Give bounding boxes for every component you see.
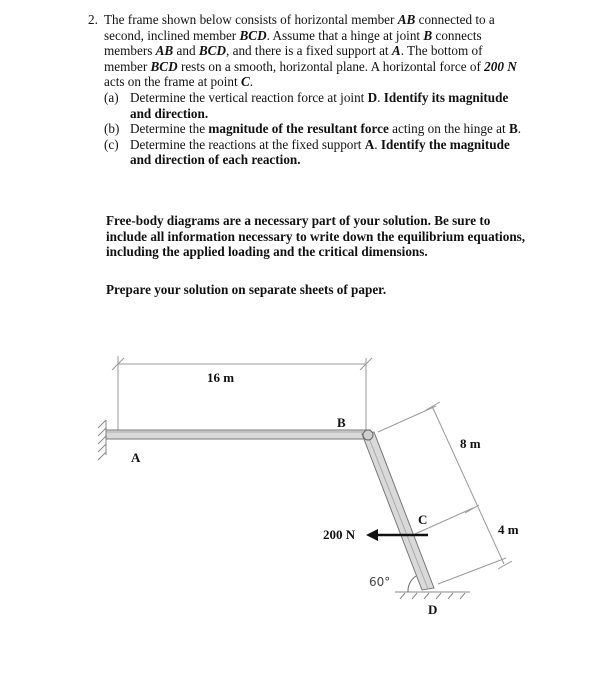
part-b-text: Determine the magnitude of the resultant force acting on the hinge at B. xyxy=(130,121,522,137)
hinge-b xyxy=(363,430,373,440)
dim-16m-label: 16 m xyxy=(207,370,235,385)
dim-4m-label: 4 m xyxy=(498,522,519,537)
dim-8m-label: 8 m xyxy=(460,436,481,451)
problem-statement: The frame shown below consists of horizontal member AB connected to a second, inclined member BCD. Assume that a hinge at joint B connects members AB and BCD, and there is a fixed support at A. The bottom of member BCD rests on a smooth, horizontal plane. A horizontal force of 200 N acts on the frame at point C. xyxy=(104,12,517,90)
dimension-16m xyxy=(112,356,372,432)
fixed-support-a xyxy=(98,420,106,460)
point-d-label: D xyxy=(428,602,438,617)
part-b-label: (b) xyxy=(104,121,120,137)
member-ab xyxy=(106,430,370,439)
point-c-label: C xyxy=(418,512,428,527)
problem-number: 2. xyxy=(88,12,98,27)
part-c-label: (c) xyxy=(104,136,119,152)
angle-arc xyxy=(408,576,416,592)
member-bcd xyxy=(362,432,434,590)
force-label: 200 N xyxy=(323,527,356,542)
part-a-label: (a) xyxy=(104,89,119,105)
part-a-text: Determine the vertical reaction force at joint D. Identify its magnitude and direction. xyxy=(130,89,509,121)
paper-note: Prepare your solution on separate sheets of paper. xyxy=(106,282,387,297)
ground-d xyxy=(395,592,470,599)
dimension-incline xyxy=(378,402,512,584)
fbd-note: Free-body diagrams are a necessary part of your solution. Be sure to include all information necessary to write down the equilibrium equations, including the applied loading and the critical dimensions. xyxy=(106,213,526,260)
force-arrow-200n xyxy=(366,529,428,541)
point-b-label: B xyxy=(337,415,346,430)
point-a-label: A xyxy=(131,450,141,465)
angle-label: 60° xyxy=(369,575,391,589)
part-c-text: Determine the reactions at the fixed support A. Identify the magnitude and direction of each reaction. xyxy=(130,136,510,168)
